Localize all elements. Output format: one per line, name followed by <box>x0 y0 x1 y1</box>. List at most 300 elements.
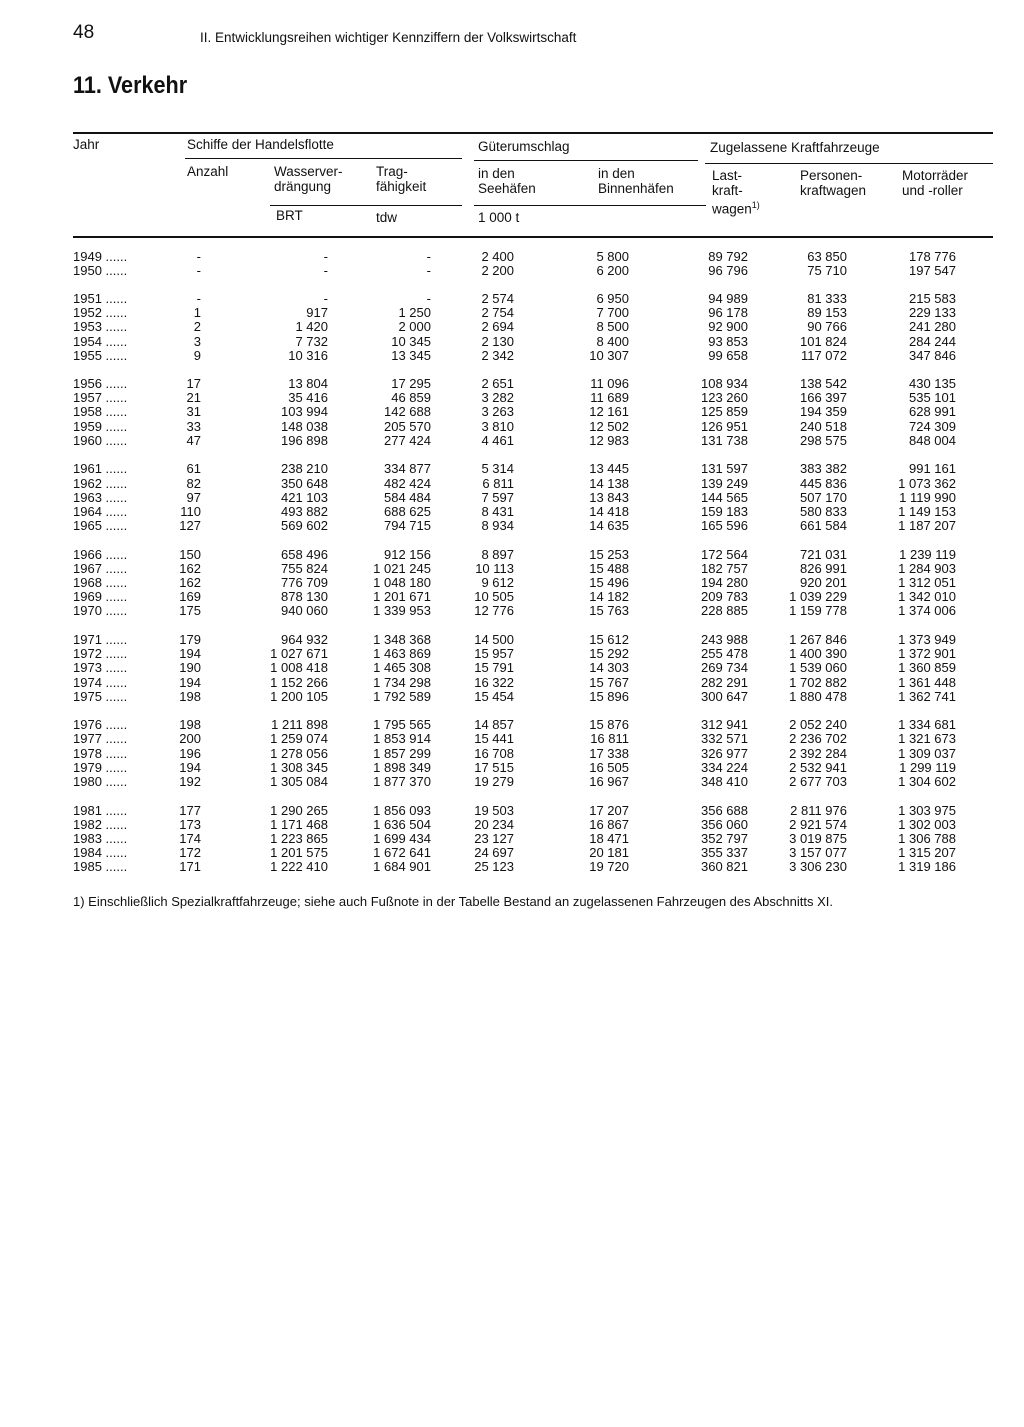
row-year: 1964 ...... <box>73 503 128 519</box>
cell-motor: 1 119 990 <box>899 489 956 505</box>
col-header-trag-line1: Trag- <box>376 164 408 179</box>
cell-motor: 430 135 <box>909 376 956 391</box>
cell-anzahl: 200 <box>179 731 201 747</box>
cell-tdw: 1 250 <box>398 305 431 321</box>
cell-see: 3 810 <box>481 418 514 434</box>
row-year: 1985 ...... <box>73 859 128 875</box>
cell-binnen: 19 720 <box>589 859 629 875</box>
unit-tdw: tdw <box>376 210 398 225</box>
table-row <box>0 505 1024 519</box>
cell-pkw: 1 539 060 <box>789 660 847 676</box>
cell-pkw: 1 400 390 <box>789 646 847 662</box>
cell-anzahl: 17 <box>186 376 201 391</box>
cell-brt: 1 290 265 <box>270 802 328 818</box>
cell-brt: 1 308 345 <box>270 759 328 775</box>
table-row <box>0 633 1024 647</box>
row-year: 1980 ...... <box>73 774 128 789</box>
cell-anzahl: 127 <box>179 518 201 534</box>
cell-last: 96 178 <box>708 305 748 321</box>
cell-see: 24 697 <box>474 845 514 861</box>
row-year: 1952 ...... <box>73 305 128 321</box>
cell-anzahl: 47 <box>186 432 201 448</box>
cell-binnen: 8 500 <box>596 319 629 335</box>
col-header-binnen-line1: in den <box>598 166 635 181</box>
row-year: 1969 ...... <box>73 589 128 605</box>
cell-tdw: 46 859 <box>391 390 431 406</box>
cell-see: 15 791 <box>474 660 514 676</box>
row-year: 1949 ...... <box>73 249 128 264</box>
cell-motor: 848 004 <box>909 432 956 448</box>
cell-motor: 1 299 119 <box>899 759 956 775</box>
cell-see: 12 776 <box>474 603 514 619</box>
cell-pkw: 90 766 <box>807 319 847 335</box>
cell-tdw: 17 295 <box>391 376 431 391</box>
cell-anzahl: 174 <box>179 830 201 846</box>
cell-motor: 1 319 186 <box>898 859 956 875</box>
cell-motor: 1 361 448 <box>898 674 956 690</box>
cell-motor: 1 372 901 <box>898 646 956 662</box>
cell-motor: 1 334 681 <box>898 717 956 733</box>
cell-tdw: - <box>426 291 431 306</box>
cell-tdw: 1 021 245 <box>373 560 431 576</box>
cell-anzahl: 150 <box>179 546 201 562</box>
cell-last: 123 260 <box>701 390 748 406</box>
col-header-trag-line2: fähigkeit <box>376 179 427 194</box>
cell-tdw: 688 625 <box>384 503 431 519</box>
col-header-motor-line2: und -roller <box>902 183 963 198</box>
cell-binnen: 15 876 <box>589 717 629 733</box>
cell-last: 334 224 <box>701 759 748 775</box>
cell-motor: 1 187 207 <box>898 518 956 534</box>
cell-motor: 724 309 <box>909 418 956 434</box>
ships-group-rule <box>185 158 462 159</box>
cell-brt: 13 804 <box>288 376 328 391</box>
cell-anzahl: 194 <box>179 646 201 662</box>
cell-brt: 1 171 468 <box>270 816 328 832</box>
cargo-group-rule <box>474 160 698 161</box>
table-row <box>0 676 1024 690</box>
cell-pkw: 166 397 <box>800 390 847 406</box>
cell-pkw: 138 542 <box>800 376 847 391</box>
cell-binnen: 14 138 <box>589 475 629 491</box>
cell-last: 348 410 <box>701 774 748 789</box>
cell-last: 352 797 <box>701 830 748 846</box>
cell-tdw: 794 715 <box>384 518 431 534</box>
col-header-last-line3: wagen$^{1)}$ <box>712 200 760 217</box>
cell-brt: 1 152 266 <box>270 674 328 690</box>
cell-binnen: 6 950 <box>596 291 629 306</box>
cell-motor: 1 304 602 <box>898 774 956 789</box>
table-row <box>0 292 1024 306</box>
table-row <box>0 335 1024 349</box>
cell-anzahl: - <box>196 249 201 264</box>
cell-pkw: 1 159 778 <box>789 603 847 619</box>
table-row <box>0 647 1024 661</box>
cell-anzahl: 198 <box>179 688 201 704</box>
cell-binnen: 15 767 <box>589 674 629 690</box>
table-row <box>0 250 1024 264</box>
row-year: 1968 ...... <box>73 575 128 590</box>
cell-binnen: 16 867 <box>589 816 629 832</box>
cell-pkw: 2 921 574 <box>789 816 847 832</box>
cell-last: 126 951 <box>701 418 748 434</box>
cell-last: 172 564 <box>701 546 748 562</box>
cell-motor: 1 342 010 <box>898 589 956 605</box>
cell-brt: 148 038 <box>281 418 328 434</box>
table-row <box>0 548 1024 562</box>
cell-last: 96 796 <box>708 263 748 279</box>
table-row <box>0 718 1024 732</box>
group-header-ships: Schiffe der Handelsflotte <box>187 137 334 152</box>
cell-motor: 241 280 <box>909 319 956 335</box>
cell-motor: 628 991 <box>909 404 956 420</box>
cell-binnen: 16 811 <box>590 731 629 747</box>
table-row <box>0 860 1024 874</box>
cell-binnen: 15 253 <box>589 546 629 562</box>
col-header-see-line2: Seehäfen <box>478 181 536 196</box>
cell-tdw: 13 345 <box>391 347 431 363</box>
cell-brt: 1 200 105 <box>270 688 328 704</box>
row-year: 1984 ...... <box>73 845 128 861</box>
cell-binnen: 11 096 <box>590 376 629 391</box>
cell-pkw: 920 201 <box>800 575 847 590</box>
cell-motor: 197 547 <box>909 263 956 279</box>
unit-brt: BRT <box>276 208 303 223</box>
cell-last: 326 977 <box>701 745 748 761</box>
page-number: 48 <box>73 22 95 43</box>
cell-anzahl: - <box>196 263 201 279</box>
cell-motor: 1 374 006 <box>898 603 956 619</box>
table-row <box>0 320 1024 334</box>
cell-tdw: 2 000 <box>398 319 431 335</box>
cell-last: 312 941 <box>701 717 748 733</box>
cell-last: 360 821 <box>701 859 748 875</box>
table-row <box>0 264 1024 278</box>
cell-brt: - <box>323 249 328 264</box>
row-year: 1965 ...... <box>73 518 128 534</box>
cell-pkw: 1 880 478 <box>789 688 847 704</box>
cell-motor: 1 321 673 <box>898 731 956 747</box>
table-row <box>0 661 1024 675</box>
cell-brt: - <box>323 263 328 279</box>
cell-binnen: 6 200 <box>596 263 629 279</box>
cell-binnen: 8 400 <box>596 333 629 349</box>
cell-motor: 229 133 <box>909 305 956 321</box>
cell-brt: 493 882 <box>281 503 328 519</box>
cell-anzahl: 194 <box>179 759 201 775</box>
cell-motor: 1 315 207 <box>898 845 956 861</box>
cell-see: 5 314 <box>481 461 514 477</box>
cell-anzahl: 190 <box>179 660 201 676</box>
cell-pkw: 383 382 <box>800 461 847 477</box>
table-header-bottom-rule <box>73 236 993 238</box>
table-row <box>0 775 1024 789</box>
running-header: II. Entwicklungsreihen wichtiger Kennziffern der Volkswirtschaft <box>200 30 577 45</box>
table-row <box>0 306 1024 320</box>
cell-tdw: 334 877 <box>384 461 431 477</box>
table-top-rule <box>73 132 993 134</box>
cell-brt: 10 316 <box>288 347 328 363</box>
footnote: 1) Einschließlich Spezialkraftfahrzeuge; siehe auch Fußnote in der Tabelle Bestand an zugelassenen Fahrzeugen des Abschnitts XI. <box>73 894 833 909</box>
cell-pkw: 75 710 <box>807 263 847 279</box>
cell-last: 165 596 <box>701 518 748 534</box>
cell-brt: 755 824 <box>281 560 328 576</box>
footnote-marker: 1) <box>751 200 760 210</box>
cell-see: 8 431 <box>481 503 514 519</box>
vehicles-group-rule <box>705 163 993 164</box>
cell-pkw: 445 836 <box>800 475 847 491</box>
cell-binnen: 12 502 <box>589 418 629 434</box>
cell-binnen: 16 505 <box>589 759 629 775</box>
row-year: 1971 ...... <box>73 631 128 647</box>
cell-pkw: 507 170 <box>800 489 847 505</box>
cell-see: 9 612 <box>481 575 514 590</box>
cell-see: 20 234 <box>474 816 514 832</box>
cell-tdw: 1 201 671 <box>373 589 431 605</box>
cell-binnen: 16 967 <box>589 774 629 789</box>
cell-see: 8 897 <box>481 546 514 562</box>
cell-motor: 1 373 949 <box>898 631 956 647</box>
row-year: 1955 ...... <box>73 347 128 363</box>
cell-last: 89 792 <box>708 249 748 264</box>
cell-brt: 658 496 <box>281 546 328 562</box>
cell-see: 15 454 <box>474 688 514 704</box>
ships-unit-rule <box>270 205 462 206</box>
cell-last: 356 688 <box>701 802 748 818</box>
cell-see: 2 130 <box>481 333 514 349</box>
cell-brt: 35 416 <box>288 390 328 406</box>
table-row <box>0 477 1024 491</box>
cell-binnen: 15 292 <box>589 646 629 662</box>
cell-see: 2 200 <box>481 263 514 279</box>
cell-anzahl: 162 <box>179 560 201 576</box>
row-year: 1979 ...... <box>73 759 128 775</box>
cell-tdw: 912 156 <box>384 546 431 562</box>
cell-binnen: 14 182 <box>589 589 629 605</box>
cell-binnen: 10 307 <box>589 347 629 363</box>
cell-anzahl: 21 <box>186 390 201 406</box>
cell-brt: 1 259 074 <box>270 731 328 747</box>
cell-brt: 196 898 <box>281 432 328 448</box>
table-row <box>0 604 1024 618</box>
cell-brt: 350 648 <box>281 475 328 491</box>
cell-binnen: 7 700 <box>596 305 629 321</box>
cell-last: 243 988 <box>701 631 748 647</box>
col-header-anzahl: Anzahl <box>187 164 229 179</box>
cell-tdw: 1 048 180 <box>373 575 431 590</box>
cell-see: 2 694 <box>481 319 514 335</box>
cell-tdw: 1 699 434 <box>373 830 431 846</box>
cell-binnen: 13 445 <box>589 461 629 477</box>
cell-brt: 1 223 865 <box>270 830 328 846</box>
cell-see: 2 342 <box>481 347 514 363</box>
cell-anzahl: 61 <box>186 461 201 477</box>
cell-pkw: 89 153 <box>807 305 847 321</box>
cell-pkw: 240 518 <box>800 418 847 434</box>
cell-see: 16 322 <box>474 674 514 690</box>
cell-brt: 1 201 575 <box>270 845 328 861</box>
cell-see: 8 934 <box>481 518 514 534</box>
row-year: 1974 ...... <box>73 674 128 690</box>
table-row <box>0 462 1024 476</box>
cell-tdw: 1 339 953 <box>373 603 431 619</box>
cell-motor: 215 583 <box>909 291 956 306</box>
cell-last: 356 060 <box>701 816 748 832</box>
cell-anzahl: 198 <box>179 717 201 733</box>
cell-last: 92 900 <box>708 319 748 335</box>
cell-tdw: 1 795 565 <box>373 717 431 733</box>
cell-tdw: 1 636 504 <box>373 816 431 832</box>
table-row <box>0 747 1024 761</box>
cell-pkw: 580 833 <box>800 503 847 519</box>
cell-motor: 284 244 <box>909 333 956 349</box>
cell-anzahl: 9 <box>193 347 201 363</box>
cell-binnen: 14 635 <box>589 518 629 534</box>
cell-anzahl: 171 <box>179 859 201 875</box>
cell-tdw: 1 792 589 <box>373 688 431 704</box>
table-row <box>0 420 1024 434</box>
cell-see: 2 574 <box>481 291 514 306</box>
cell-brt: - <box>323 291 328 306</box>
row-year: 1957 ...... <box>73 390 128 406</box>
cell-binnen: 13 843 <box>589 489 629 505</box>
row-year: 1978 ...... <box>73 745 128 761</box>
cell-see: 19 503 <box>474 802 514 818</box>
cell-anzahl: 3 <box>193 333 201 349</box>
cell-anzahl: 97 <box>186 489 201 505</box>
col-header-last-line1: Last- <box>712 168 743 183</box>
cell-pkw: 2 677 703 <box>789 774 847 789</box>
cell-anzahl: 169 <box>179 589 201 605</box>
cell-binnen: 15 763 <box>589 603 629 619</box>
cell-motor: 1 239 119 <box>899 546 956 562</box>
cell-motor: 178 776 <box>909 249 956 264</box>
cell-pkw: 81 333 <box>807 291 847 306</box>
cell-see: 6 811 <box>482 475 514 491</box>
cell-see: 16 708 <box>474 745 514 761</box>
cell-anzahl: 2 <box>193 319 201 335</box>
cell-anzahl: 31 <box>186 404 201 420</box>
table-row <box>0 732 1024 746</box>
row-year: 1961 ...... <box>73 461 128 477</box>
cell-anzahl: 33 <box>186 418 201 434</box>
cell-see: 23 127 <box>474 830 514 846</box>
row-year: 1975 ...... <box>73 688 128 704</box>
table-row <box>0 405 1024 419</box>
cell-binnen: 17 207 <box>589 802 629 818</box>
cell-pkw: 721 031 <box>800 546 847 562</box>
table-row <box>0 832 1024 846</box>
cell-binnen: 15 488 <box>589 560 629 576</box>
cell-last: 99 658 <box>708 347 748 363</box>
col-header-see-line1: in den <box>478 166 515 181</box>
cell-tdw: 1 684 901 <box>373 859 431 875</box>
section-title: 11. Verkehr <box>73 72 188 99</box>
cell-anzahl: 196 <box>179 745 201 761</box>
cell-binnen: 15 496 <box>589 575 629 590</box>
row-year: 1983 ...... <box>73 830 128 846</box>
cell-pkw: 2 236 702 <box>789 731 847 747</box>
cell-last: 228 885 <box>701 603 748 619</box>
cell-see: 2 400 <box>481 249 514 264</box>
cell-pkw: 2 392 284 <box>789 745 847 761</box>
cell-see: 3 263 <box>481 404 514 420</box>
cell-last: 144 565 <box>701 489 748 505</box>
cell-anzahl: 1 <box>193 305 201 321</box>
cell-pkw: 1 267 846 <box>789 631 847 647</box>
cell-tdw: 482 424 <box>384 475 431 491</box>
table-row <box>0 846 1024 860</box>
table-row <box>0 690 1024 704</box>
cell-brt: 917 <box>306 305 328 321</box>
cell-tdw: 584 484 <box>384 489 431 505</box>
group-header-vehicles: Zugelassene Kraftfahrzeuge <box>710 140 880 155</box>
cell-binnen: 14 303 <box>589 660 629 676</box>
cell-anzahl: 172 <box>179 845 201 861</box>
cell-motor: 1 284 903 <box>898 560 956 576</box>
row-year: 1977 ...... <box>73 731 128 747</box>
table-row <box>0 562 1024 576</box>
cell-tdw: 1 348 368 <box>373 631 431 647</box>
cell-see: 7 597 <box>481 489 514 505</box>
cell-see: 10 113 <box>475 560 514 576</box>
cell-last: 255 478 <box>701 646 748 662</box>
row-year: 1954 ...... <box>73 333 128 349</box>
cell-brt: 1 278 056 <box>270 745 328 761</box>
cell-binnen: 14 418 <box>589 503 629 519</box>
cell-see: 4 461 <box>481 432 514 448</box>
cell-pkw: 298 575 <box>800 432 847 448</box>
cell-tdw: 1 857 299 <box>373 745 431 761</box>
cell-last: 108 934 <box>701 376 748 391</box>
row-year: 1951 ...... <box>73 291 128 306</box>
cell-tdw: 1 734 298 <box>373 674 431 690</box>
col-header-last-line2: kraft- <box>712 183 743 198</box>
row-year: 1981 ...... <box>73 802 128 818</box>
cell-brt: 1 211 898 <box>271 717 328 733</box>
cell-last: 332 571 <box>701 731 748 747</box>
cell-anzahl: 194 <box>179 674 201 690</box>
cell-brt: 1 305 084 <box>270 774 328 789</box>
cell-motor: 347 846 <box>909 347 956 363</box>
row-year: 1960 ...... <box>73 432 128 448</box>
cell-binnen: 11 689 <box>590 390 629 406</box>
cell-tdw: 277 424 <box>384 432 431 448</box>
cell-see: 17 515 <box>474 759 514 775</box>
cell-pkw: 2 811 976 <box>790 802 847 818</box>
cell-see: 15 441 <box>474 731 514 747</box>
cell-pkw: 1 039 229 <box>789 589 847 605</box>
table-row <box>0 491 1024 505</box>
cell-brt: 1 027 671 <box>270 646 328 662</box>
table-row <box>0 761 1024 775</box>
cell-brt: 776 709 <box>281 575 328 590</box>
cell-last: 182 757 <box>701 560 748 576</box>
cell-see: 14 857 <box>474 717 514 733</box>
cell-anzahl: 162 <box>179 575 201 590</box>
table-row <box>0 590 1024 604</box>
cell-binnen: 15 612 <box>589 631 629 647</box>
cell-brt: 103 994 <box>281 404 328 420</box>
cell-pkw: 2 532 941 <box>789 759 847 775</box>
col-header-pkw-line1: Personen- <box>800 168 863 183</box>
cell-anzahl: - <box>196 291 201 306</box>
cell-see: 2 754 <box>481 305 514 321</box>
cell-binnen: 5 800 <box>596 249 629 264</box>
cell-anzahl: 82 <box>186 475 201 491</box>
cell-motor: 1 303 975 <box>898 802 956 818</box>
cell-anzahl: 179 <box>179 631 201 647</box>
